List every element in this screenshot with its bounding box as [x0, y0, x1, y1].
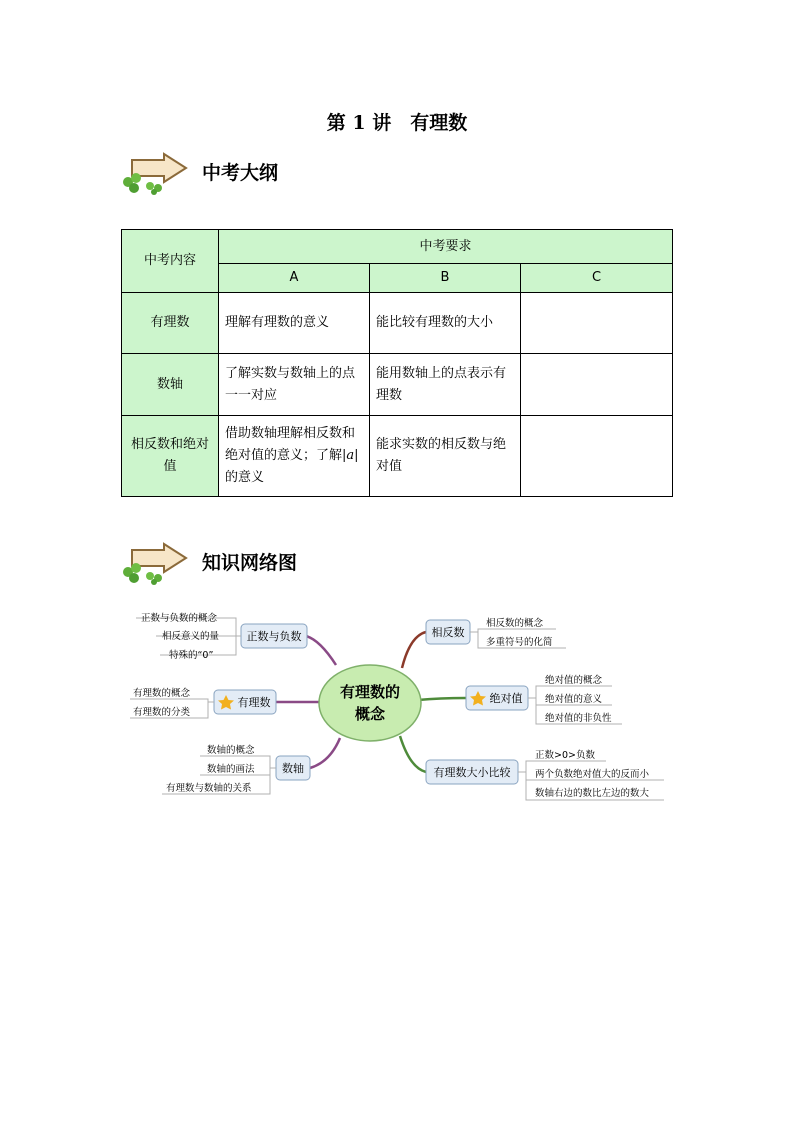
page-title: 第 1 讲 有理数	[326, 112, 468, 134]
content-header: 中考内容	[122, 230, 219, 293]
leaf-text: 绝对值的概念	[545, 675, 603, 686]
row-level-b: 能用数轴上的点表示有理数	[370, 354, 521, 416]
row-topic: 相反数和绝对值	[122, 416, 219, 497]
level-a-header: A	[219, 264, 370, 293]
row-level-a-suffix: 的意义	[225, 470, 265, 485]
row-level-b: 能求实数的相反数与绝对值	[370, 416, 521, 497]
node-label: 有理数	[237, 696, 271, 709]
row-level-a-prefix: 借助数轴理解相反数和绝对值的意义；了解	[225, 426, 356, 463]
center-node	[319, 665, 421, 741]
leaf-text: 特殊的“0”	[169, 650, 214, 661]
abs-a-math: |a|	[342, 448, 359, 463]
requirement-header: 中考要求	[219, 230, 673, 264]
row-level-a: 了解实数与数轴上的点一一对应	[219, 354, 370, 416]
section-heading: 中考大纲	[202, 162, 279, 184]
level-b-header: B	[370, 264, 521, 293]
leaf-text: 数轴的概念	[207, 745, 255, 756]
row-level-b: 能比较有理数的大小	[370, 293, 521, 354]
row-level-a: 理解有理数的意义	[219, 293, 370, 354]
leaf-text: 正数>0>负数	[535, 750, 595, 761]
node-label: 数轴	[282, 762, 304, 775]
leaf-text: 多重符号的化简	[486, 637, 553, 648]
leaf-text: 相反数的概念	[486, 618, 544, 629]
center-title-line2: 概念	[354, 705, 386, 723]
leaf-text: 绝对值的意义	[545, 694, 603, 705]
row-topic: 数轴	[122, 354, 219, 416]
level-c-header: C	[521, 264, 673, 293]
node-label: 有理数大小比较	[433, 766, 511, 779]
node-label: 相反数	[431, 626, 465, 639]
leaf-text: 绝对值的非负性	[545, 713, 612, 724]
leaf-text: 数轴的画法	[207, 764, 255, 775]
node-label: 绝对值	[489, 692, 523, 705]
row-topic: 有理数	[122, 293, 219, 354]
leaf-text: 有理数的分类	[133, 707, 191, 718]
leaf-text: 有理数的概念	[133, 688, 191, 699]
leaf-text: 两个负数绝对值大的反而小	[535, 769, 650, 780]
leaf-text: 相反意义的量	[162, 631, 220, 642]
node-label: 正数与负数	[246, 630, 302, 643]
leaf-text: 数轴右边的数比左边的数大	[535, 788, 650, 799]
section-heading: 知识网络图	[202, 552, 298, 574]
leaf-text: 有理数与数轴的关系	[166, 783, 252, 794]
center-title-line1: 有理数的	[339, 683, 401, 701]
leaf-text: 正数与负数的概念	[141, 613, 218, 624]
